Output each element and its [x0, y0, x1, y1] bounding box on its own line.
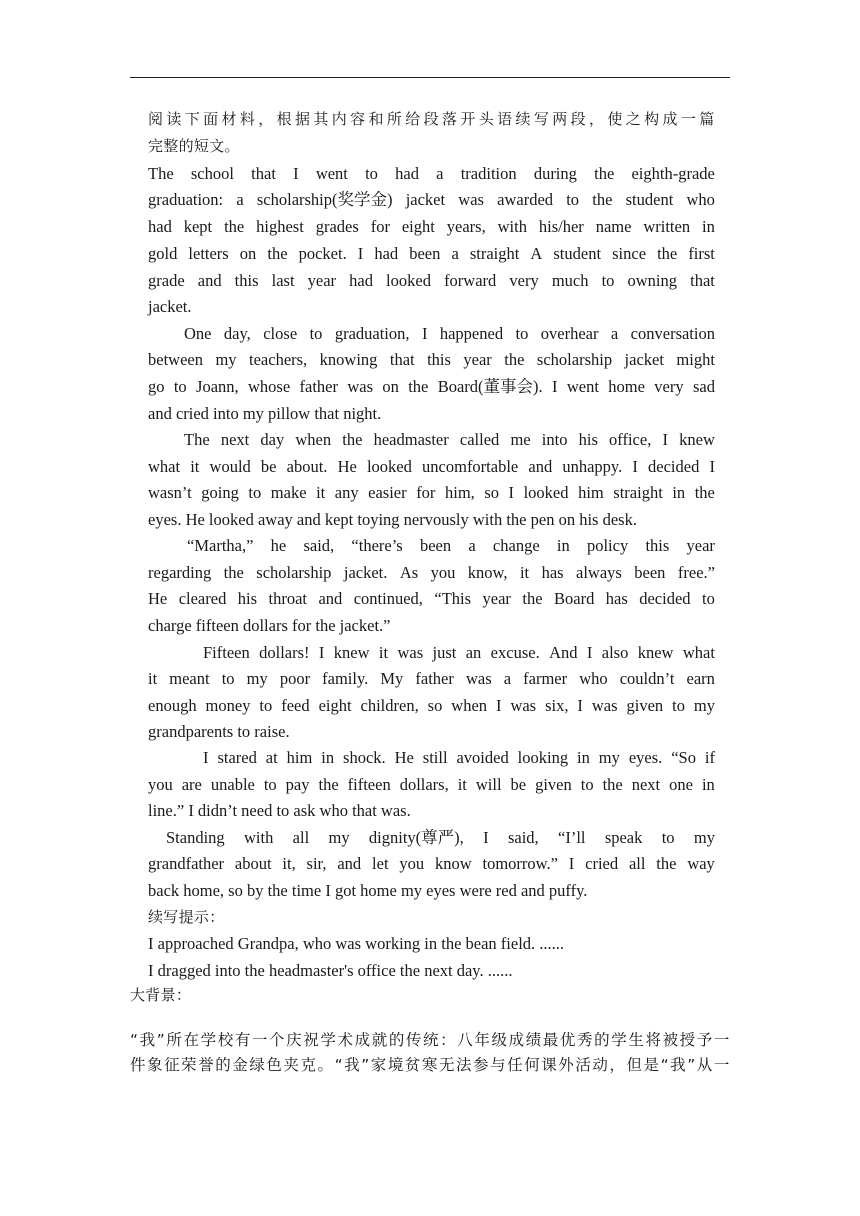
passage-line: between my teachers, knowing that this year the scholarship jacket might — [148, 350, 715, 369]
passage-line: and cried into my pillow that night. — [148, 404, 382, 423]
passage-line: Standing with all my dignity(尊严), I said, “I’ll speak to my — [166, 828, 715, 847]
passage-line: grandparents to raise. — [148, 722, 290, 741]
instruction-line-2: 完整的短文。 — [148, 137, 240, 155]
background-line: 件 象 征 荣 誉 的 金 绿 色 夹 克 。 “ 我 ” 家 境 贫 寒 无 法 参 与 任 何 课 外 活 动 ， 但 是 “ 我 ” 从 一 — [130, 1056, 730, 1074]
instruction-line-1: 阅 读 下 面 材 料 ， 根 据 其 内 容 和 所 给 段 落 开 头 语 续 写 两 段 ， 使 之 构 成 一 篇 — [148, 110, 715, 128]
passage-line: grandfather about it, sir, and let you know tomorrow.” I cried all the way — [148, 854, 715, 873]
background-line: “ 我 ” 所 在 学 校 有 一 个 庆 祝 学 术 成 就 的 传 统 ： 八 年 级 成 绩 最 优 秀 的 学 生 将 被 授 予 一 — [130, 1031, 730, 1049]
passage-line: He cleared his throat and continued, “This year the Board has decided to — [148, 589, 715, 608]
hint-title: 续写提示： — [148, 908, 225, 926]
header-rule — [130, 77, 730, 78]
passage-line: back home, so by the time I got home my eyes were red and puffy. — [148, 881, 588, 900]
passage-line: had kept the highest grades for eight years, with his/her name written in — [148, 217, 715, 236]
hint-line: I approached Grandpa, who was working in the bean field. ...... — [148, 934, 565, 953]
passage-line: jacket. — [148, 297, 192, 316]
passage-line: you are unable to pay the fifteen dollars, it will be given to the next one in — [148, 775, 715, 794]
passage-line: wasn’t going to make it any easier for him, so I looked him straight in the — [148, 483, 715, 502]
hint-line: I dragged into the headmaster's office the next day. ...... — [148, 961, 513, 980]
passage-line: The school that I went to had a tradition during the eighth-grade — [148, 164, 715, 183]
passage-line: regarding the scholarship jacket. As you know, it has always been free.” — [148, 563, 715, 582]
passage-line: gold letters on the pocket. I had been a straight A student since the first — [148, 244, 715, 263]
passage-line: “Martha,” he said, “there’s been a change in policy this year — [187, 536, 715, 555]
passage-line: Fifteen dollars! I knew it was just an excuse. And I also knew what — [203, 643, 715, 662]
passage-line: I stared at him in shock. He still avoided looking in my eyes. “So if — [203, 748, 715, 767]
passage-line: line.” I didn’t need to ask who that was. — [148, 801, 411, 820]
passage-line: One day, close to graduation, I happened to overhear a conversation — [184, 324, 715, 343]
passage-line: it meant to my poor family. My father was a farmer who couldn’t earn — [148, 669, 715, 688]
passage-line: enough money to feed eight children, so when I was six, I was given to my — [148, 696, 715, 715]
passage-line: The next day when the headmaster called me into his office, I knew — [184, 430, 715, 449]
passage-line: grade and this last year had looked forward very much to owning that — [148, 271, 715, 290]
passage-line: what it would be about. He looked uncomfortable and unhappy. I decided I — [148, 457, 715, 476]
passage-line: eyes. He looked away and kept toying nervously with the pen on his desk. — [148, 510, 637, 529]
passage-line: go to Joann, whose father was on the Board(董事会). I went home very sad — [148, 377, 715, 396]
passage-line: charge fifteen dollars for the jacket.” — [148, 616, 391, 635]
passage-line: graduation: a scholarship(奖学金) jacket was awarded to the student who — [148, 190, 715, 209]
background-title: 大背景： — [130, 986, 192, 1004]
